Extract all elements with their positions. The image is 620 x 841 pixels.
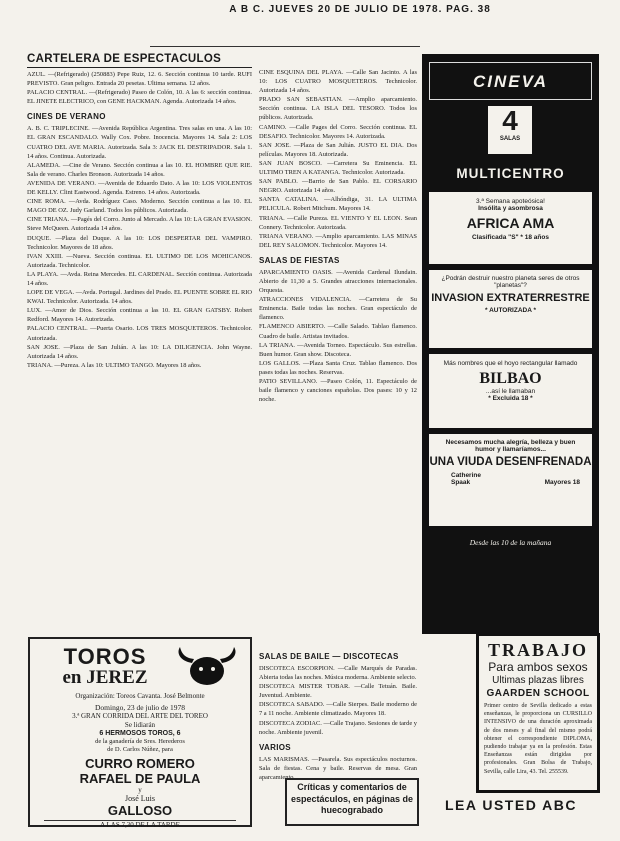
toros-organizer: Organización: Toreos Cavanta. José Belmonte — [75, 692, 205, 700]
badge-sub: SALAS — [499, 136, 521, 142]
school-name: GAARDEN SCHOOL — [486, 688, 590, 699]
listing: TRIANA. —Calle Pureza. EL VIENTO Y EL LEON. Sean Connery. Technicolor. Autorizada. — [259, 214, 417, 231]
cineva-logo-panel — [429, 62, 592, 100]
toros-event: 3.ª GRAN CORRIDA DEL ARTE DEL TOREO — [72, 712, 208, 720]
left-column — [27, 70, 252, 635]
listing: AVENIDA DE VERANO. —Avenida de Eduardo Dato. A las 10: LOS VIOLENTOS DE KELLY. Clint Eastwood. Agenda. Estreno. 14 años. Autorizada. — [27, 179, 252, 197]
toros-title: TOROS — [63, 644, 147, 669]
toros-bulls: 6 HERMOSOS TOROS, 6 — [99, 730, 181, 737]
matador-name: CURRO ROMERO — [85, 756, 195, 771]
matador-name: RAFAEL DE PAULA — [79, 771, 201, 786]
listing: LA TRIANA. —Avenida Torneo. Espectáculo. Sus estrellas. Buen humor. Gran show. Discoteca. — [259, 341, 417, 358]
matador-first-name: José Luis — [125, 794, 155, 803]
listing: CINE ROMA. —Avda. Rodríguez Caso. Moderno. Sección continua a las 10. EL MAGO DE OZ. Judy Garland. Todos los públicos. Autorizada. — [27, 198, 252, 215]
toros-ranch: de la ganadería de Sres. Herederos — [95, 738, 185, 745]
listing: ATRACCIONES VIDALENCIA. —Carretera de Su Eminencia. Baile todas las noches. Gran espectáculo de flamenco. — [259, 296, 417, 322]
film-panel-bilbao — [429, 354, 592, 428]
bull-head-icon — [172, 645, 242, 689]
film-panel-africa-ama — [429, 192, 592, 264]
toros-jerez-ad — [28, 637, 252, 827]
four-salas-badge — [488, 106, 532, 154]
film-rating: * AUTORIZADA * — [484, 307, 537, 314]
criticas-box: Críticas y comentarios de espectáculos, en páginas de huecograbado — [285, 778, 419, 826]
film-credits — [429, 469, 592, 486]
section-salas-de-fiestas: SALAS DE FIESTAS — [259, 255, 340, 265]
badge-number: 4 — [502, 105, 518, 136]
listing: LA PLAYA. —Avda. Reina Mercedes. EL CARDENAL. Sección continua. Autorizada 14 años. — [27, 270, 252, 287]
listing: SAN JOSE. —Plaza de San Julián. JUSTO EL DIA. Dos películas. Mayores 18. Autorizada. — [259, 141, 417, 158]
cineva-logo: CINEVA — [473, 72, 548, 91]
toros-and: y — [138, 786, 142, 794]
trabajo-title: TRABAJO — [487, 640, 588, 660]
listing: DISCOTECA SABADO. —Calle Sierpes. Baile moderno de 7 a 11 noche. Ambiente climatizado. Mayores 18. — [259, 701, 417, 718]
page-header: A B C. JUEVES 20 DE JULIO DE 1978. PAG. 38 — [229, 4, 491, 15]
listing: LUX. —Amor de Dios. Sección continua a las 10. EL GRAN GATSBY. Robert Redford. Mayores 14. Autorizada. — [27, 307, 252, 324]
trabajo-subtitle: Ultimas plazas libres — [492, 675, 584, 686]
film-rating: * Excluida 18 * — [488, 395, 533, 402]
listing: APARCAMIENTO OASIS. —Avenida Cardenal Ilundain. Abierto de 11,30 a 5. Grandes atracciones internacionales. Orquesta. — [259, 268, 417, 295]
toros-time: A LAS 7,30 DE LA TARDE — [44, 820, 236, 830]
listing: PRADO SAN SEBASTIAN. —Amplio aparcamiento. Sección continua. LA ISLA DEL TESORO. Todos los públicos. Autorizada. — [259, 96, 417, 122]
section-salas-de-baile: SALAS DE BAILE — DISCOTECAS — [259, 652, 399, 661]
listing: PALACIO CENTRAL. —Puerta Osario. LOS TRES MOSQUETEROS. Technicolor. Autorizada. — [27, 325, 252, 342]
header-rule — [150, 46, 420, 47]
main-title: CARTELERA DE ESPECTACULOS — [27, 53, 252, 68]
listing: LOPE DE VEGA. —Avda. Portugal. Jardines del Prado. EL PUENTE SOBRE EL RIO KWAI. Technicolor. Autorizada. 14 años. — [27, 289, 252, 306]
listing: FLAMENCO ABIERTO. —Calle Salado. Tablao flamenco. Cuadro de baile. Artistas invitados. — [259, 323, 417, 340]
cast-first-name: Catherine — [451, 472, 481, 479]
listing: LAS MARISMAS. —Pasarela. Sus espectáculos nocturnos. Sala de fiestas. Cena y baile. Reservas de mesa. Gran aparcamiento. — [259, 755, 417, 781]
film-tagline: Necesamos mucha alegría, belleza y buen humor y llamaríamos... — [445, 439, 576, 453]
listing: CAMINO. —Calle Pages del Corro. Sección continua. EL DESAFIO. Technicolor. Mayores 14. Autorizada. — [259, 123, 417, 140]
film-title: BILBAO — [479, 370, 542, 387]
ad-footer-note: Desde las 10 de la mañana — [469, 538, 552, 547]
listing: LOS GALLOS. —Plaza Santa Cruz. Tablao flamenco. Dos pases todas las noches. Reservas. — [259, 359, 417, 376]
listing: TRIANA VERANO. —Amplio aparcamiento. LAS MINAS DEL REY SALOMON. Technicolor. Mayores 14. — [259, 232, 417, 249]
listing-intro-2: PALACIO CENTRAL. —(Refrigerado) Paseo de Colón, 10. A las 6: sección continua. EL JINETE ELECTRICO, con GENE HACKMAN. Agenda. Autorizada 14 años. — [27, 89, 252, 106]
toros-heading — [30, 639, 250, 689]
section-cines-de-verano: CINES DE VERANO — [27, 112, 106, 122]
cast-last-name: Spaak — [451, 479, 471, 486]
listing-intro: AZUL. —(Refrigerado) (250883) Pepe Ruiz, 12. 6. Sección continua 10 tarde. RUFI PREVISTO. Gran peligro. Entrada 20 pesetas. Ultima semana. 12 años. — [27, 71, 252, 88]
toros-title-block — [38, 645, 172, 688]
toros-subtitle: en JEREZ — [62, 667, 148, 688]
lea-abc-footer: LEA USTED ABC — [444, 797, 578, 813]
film-tagline: ¿Podrán destruir nuestro planeta seres de otros "planetas"? — [441, 275, 580, 289]
listing: DISCOTECA ESCORPION. —Calle Marqués de Paradas. Abierta todas las noches. Música moderna. Ambiente selecto. — [259, 665, 417, 682]
listing: SAN PABLO. —Barrio de San Pablo. EL CORSARIO NEGRO. Autorizada 14 años. — [259, 178, 417, 195]
film-rating: Mayores 18 — [544, 479, 580, 486]
trabajo-body: Primer centro de Sevilla dedicado a estas enseñanzas, le proporciona un CURSILLO INTENSIVO de una duración aproximada de dos meses y al final del mismo podrá obtener el correspondiente DIPLOMA, pudiendo trabajar ya en la profesión. Estas Enseñanzas están dirigidas por profesionales. Gran Bolsa de Trabajo, Sevilla, calle Lira, 43. Tel. 255539. — [484, 703, 592, 775]
listing: ALAMEDA. —Cine de Verano. Sección continua a las 10. EL HOMBRE QUE RIE. Sala de verano. Charles Bronson. Autorizada 14 años. — [27, 161, 252, 178]
listing: A. B. C. TRIPLECINE. —Avenida República Argentina. Tres salas en una. A las 10: EL GRAN ESCANDALO. Wally Cox. Pobre. Inocencia. Mayores 14. Sala 2: LOS CUATRO DEL AVE MARIA. Autorizada. Sala 3: JACK EL DESTRIPADOR. Sala 1. 14 años. Continua. Autorizada. — [27, 125, 252, 160]
listing: SANTA CATALINA. —Alhóndiga, 31. LA ULTIMA PELICULA. Robert Mitchum. Mayores 14. — [259, 196, 417, 213]
film-tagline: ...así le llamaban — [485, 388, 536, 395]
middle-column-lower — [259, 652, 417, 781]
trabajo-ad — [476, 633, 600, 793]
film-title: INVASION EXTRATERRESTRE — [431, 292, 590, 304]
film-cast — [451, 472, 481, 486]
film-title: UNA VIUDA DESENFRENADA — [429, 456, 592, 468]
matador-name: GALLOSO — [107, 803, 173, 818]
listing: DUQUE. —Plaza del Duque. A las 10: LOS DESPERTAR DEL VAMPIRO. Technicolor. Mayores de 18 años. — [27, 234, 252, 251]
listing: SAN JOSE. —Plaza de San Julián. A las 10: LA DILIGENCIA. John Wayne. Autorizada 14 años. — [27, 343, 252, 360]
multicentro-ad — [422, 54, 599, 634]
middle-column — [259, 68, 417, 633]
listing: SAN JUAN BOSCO. —Carretera Su Eminencia. EL ULTIMO TREN A KATANGA. Technicolor. Autorizada. — [259, 159, 417, 177]
film-tagline: 3.ª Semana apoteósica! — [476, 198, 545, 205]
trabajo-subtitle: Para ambos sexos — [488, 660, 588, 674]
section-varios: VARIOS — [259, 742, 291, 752]
listing: DISCOTECA ZODIAC. —Calle Trajano. Sesiones de tarde y noche. Ambiente juvenil. — [259, 719, 417, 736]
listing: DISCOTECA MISTER TOBAR. —Calle Tetuán. Baile. Juventud. Ambiente. — [259, 683, 417, 700]
film-rating: Clasificada "S" * 18 años — [472, 234, 549, 241]
listing: IVAN XXIII. —Nueva. Sección continua. EL ULTIMO DE LOS MOHICANOS. Autorizada. Technicolor. — [27, 252, 252, 269]
film-panel-invasion — [429, 270, 592, 348]
film-tagline: Insólita y asombrosa — [478, 205, 543, 212]
listing: CINE TRIANA. —Pagés del Corro. Junto al Mercado. A las 10: LA GRAN EVASION. Steve McQueen. Autorizada 14 años. — [27, 216, 252, 233]
listing: PATIO SEVILLANO. —Paseo Colón, 11. Espectáculo de baile flamenco y canciones españolas. Dos pases: 10 y 12 noche. — [259, 378, 417, 404]
toros-date: Domingo, 23 de julio de 1978 — [95, 703, 185, 712]
film-title: AFRICA AMA — [466, 215, 555, 231]
film-panel-viuda — [429, 434, 592, 526]
film-tagline: Más nombres que el hoyo rectangular llamado — [443, 360, 578, 367]
listing: CINE ESQUINA DEL PLAYA. —Calle San Jacinto. A las 10: LOS CUATRO MOSQUETEROS. Technicolor. Autorizada 14 años. — [259, 69, 417, 95]
toros-lidiaran: Se lidiarán — [124, 721, 156, 729]
multicentro-title: MULTICENTRO — [456, 166, 565, 181]
toros-ranch: de D. Carlos Núñez, para — [107, 746, 173, 753]
listing: TRIANA. —Pureza. A las 10: ULTIMO TANGO. Mayores 18 años. — [27, 361, 202, 369]
